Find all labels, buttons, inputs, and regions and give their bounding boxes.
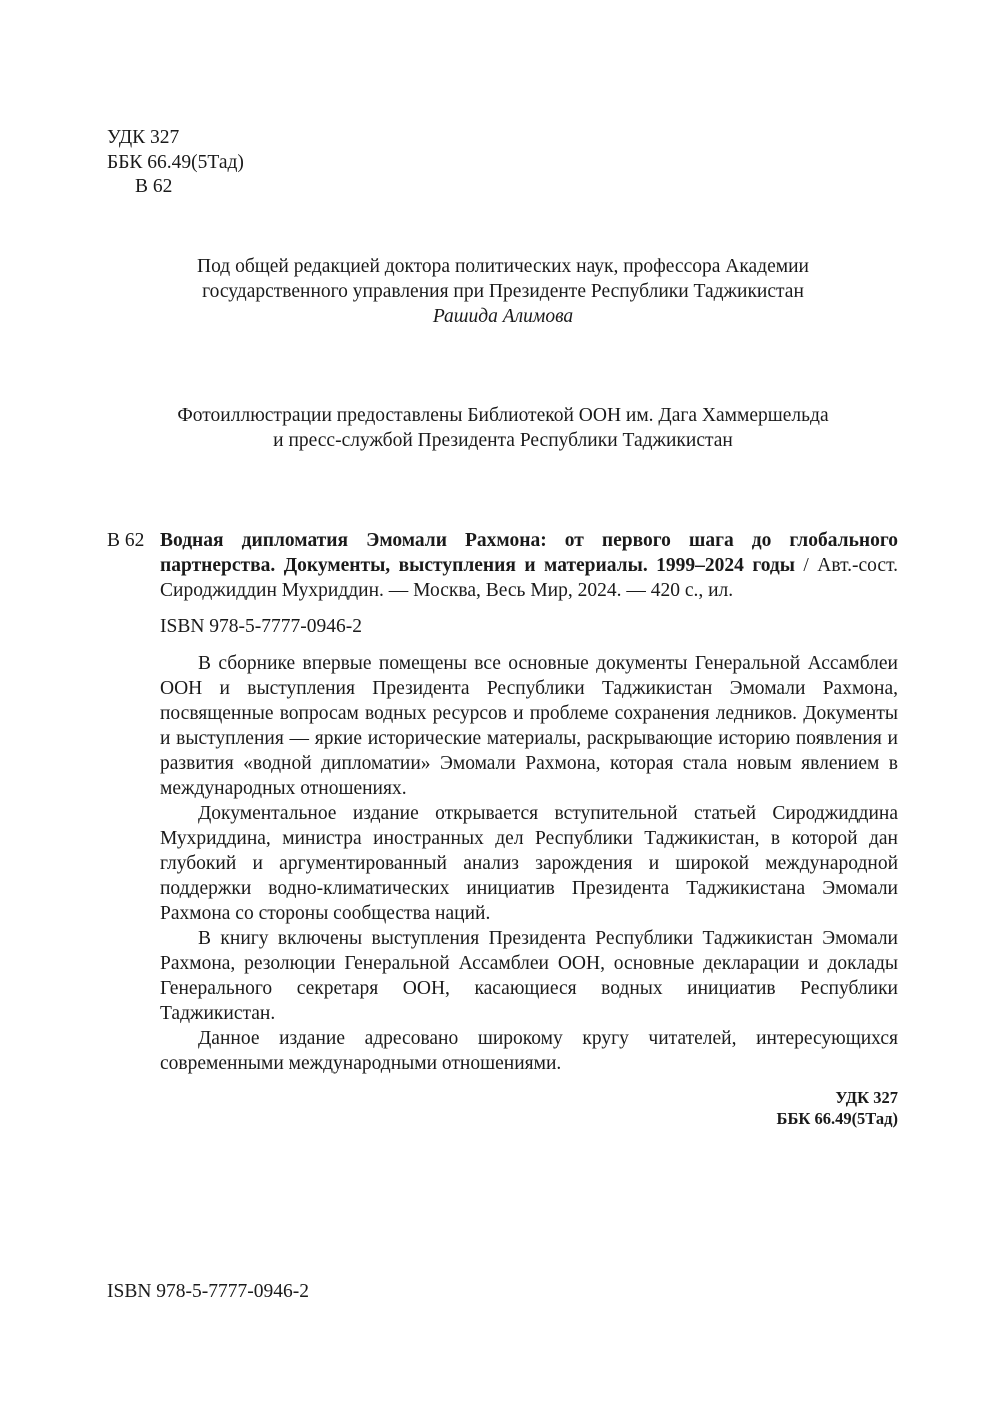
footer-codes bbox=[777, 1087, 898, 1129]
abstract-paragraph-2: Документальное издание открывается вступительной статьей Сироджиддина Мухриддина, министра иностранных дел Республики Таджикистан, в которой дан глубокий и аргументированный анализ зарождения и широкой международной поддержки водно-климатических инициатив Президента Таджикистана Эмомали Рахмона со стороны сообщества наций. bbox=[160, 803, 898, 924]
photo-credit bbox=[107, 403, 899, 453]
udk-code: УДК 327 bbox=[107, 127, 180, 148]
footer-udk: УДК 327 bbox=[835, 1088, 898, 1107]
bbk-code: ББК 66.49(5Тад) bbox=[107, 151, 244, 173]
book-responsibility: / Авт.-сост. Сироджиддин Мухриддин. — Москва, Весь Мир, 2024. — 420 с., ил. bbox=[160, 555, 898, 601]
abstract bbox=[160, 651, 898, 1076]
editor-block bbox=[107, 254, 899, 329]
bibliographic-entry bbox=[160, 528, 898, 603]
classification-codes bbox=[107, 126, 244, 200]
author-mark: В 62 bbox=[135, 176, 173, 197]
abstract-paragraph-1: В сборнике впервые помещены все основные документы Генеральной Ассамблеи ООН и выступления Президента Республики Таджикистан Эмомали Рахмона, посвященные вопросам водных ресурсов и проблеме сохранения ледников. Документы и выступления — яркие исторические материалы, раскрывающие историю появления и развития «водной дипломатии» Эмомали Рахмона, которая стала новым явлением в международных отношениях. bbox=[160, 653, 898, 799]
photo-credit-line-2: и пресс-службой Президента Республики Таджикистан bbox=[273, 430, 733, 451]
footer-bbk: ББК 66.49(5Тад) bbox=[776, 1109, 898, 1128]
editor-name: Рашида Алимова bbox=[432, 306, 574, 327]
photo-credit-line-1: Фотоиллюстрации предоставлены Библиотекой ООН им. Дага Хаммершельда bbox=[177, 405, 829, 426]
bottom-isbn: ISBN 978-5-7777-0946-2 bbox=[107, 1281, 310, 1302]
abstract-paragraph-3: В книгу включены выступления Президента Республики Таджикистан Эмомали Рахмона, резолюции Генеральной Ассамблеи ООН, основные декларации и доклады Генерального секретаря ООН, касающиеся водных инициатив Республики Таджикистан. bbox=[160, 928, 898, 1024]
entry-isbn: ISBN 978-5-7777-0946-2 bbox=[160, 616, 363, 637]
editor-line-1: Под общей редакцией доктора политических наук, профессора Академии bbox=[197, 256, 809, 277]
book-title: Водная дипломатия Эмомали Рахмона: от первого шага до глобального партнерства. Документы, выступления и материалы. 1999–2024 годы bbox=[160, 530, 898, 576]
entry-code: В 62 bbox=[107, 530, 145, 551]
editor-line-2: государственного управления при Президенте Республики Таджикистан bbox=[202, 281, 804, 302]
abstract-paragraph-4: Данное издание адресовано широкому кругу читателей, интересующихся современными международными отношениями. bbox=[160, 1028, 898, 1074]
